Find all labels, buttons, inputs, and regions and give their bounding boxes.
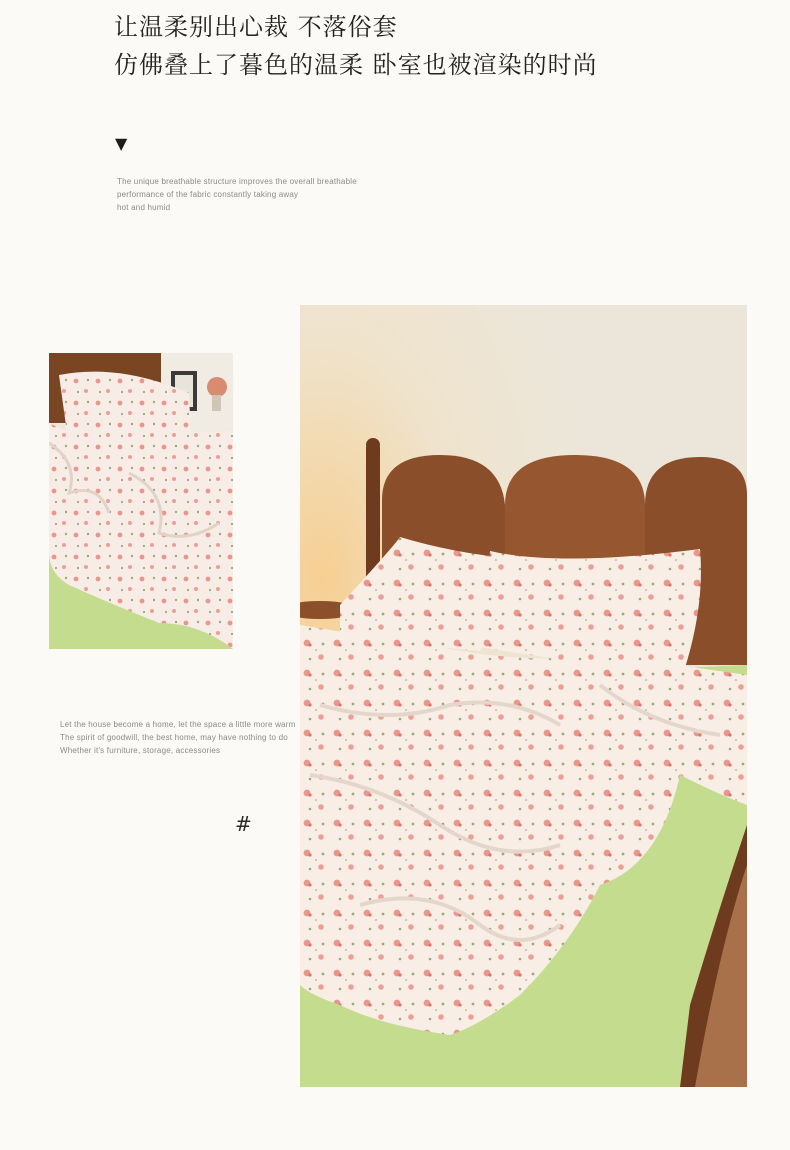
caption-left-line: Let the house become a home, let the space a little more warm [60, 720, 296, 729]
caption-top [117, 175, 357, 214]
caption-top-line: The unique breathable structure improves the overall breathable [117, 177, 357, 186]
caption-top-line: hot and humid [117, 203, 171, 212]
bedding-photo-large [300, 305, 747, 1087]
caption-left [60, 718, 300, 757]
hash-symbol: # [235, 812, 252, 836]
headline-line-2: 仿佛叠上了暮色的温柔 卧室也被渲染的时尚 [114, 51, 598, 79]
headline-line-1: 让温柔别出心裁 不落俗套 [114, 13, 398, 41]
down-triangle-icon: ▼ [115, 134, 128, 153]
caption-left-line: The spirit of goodwill, the best home, may have nothing to do [60, 733, 288, 742]
bedding-photo-small [49, 353, 233, 649]
caption-top-line: performance of the fabric constantly taking away [117, 190, 299, 199]
caption-left-line: Whether it's furniture, storage, accessories [60, 746, 221, 755]
